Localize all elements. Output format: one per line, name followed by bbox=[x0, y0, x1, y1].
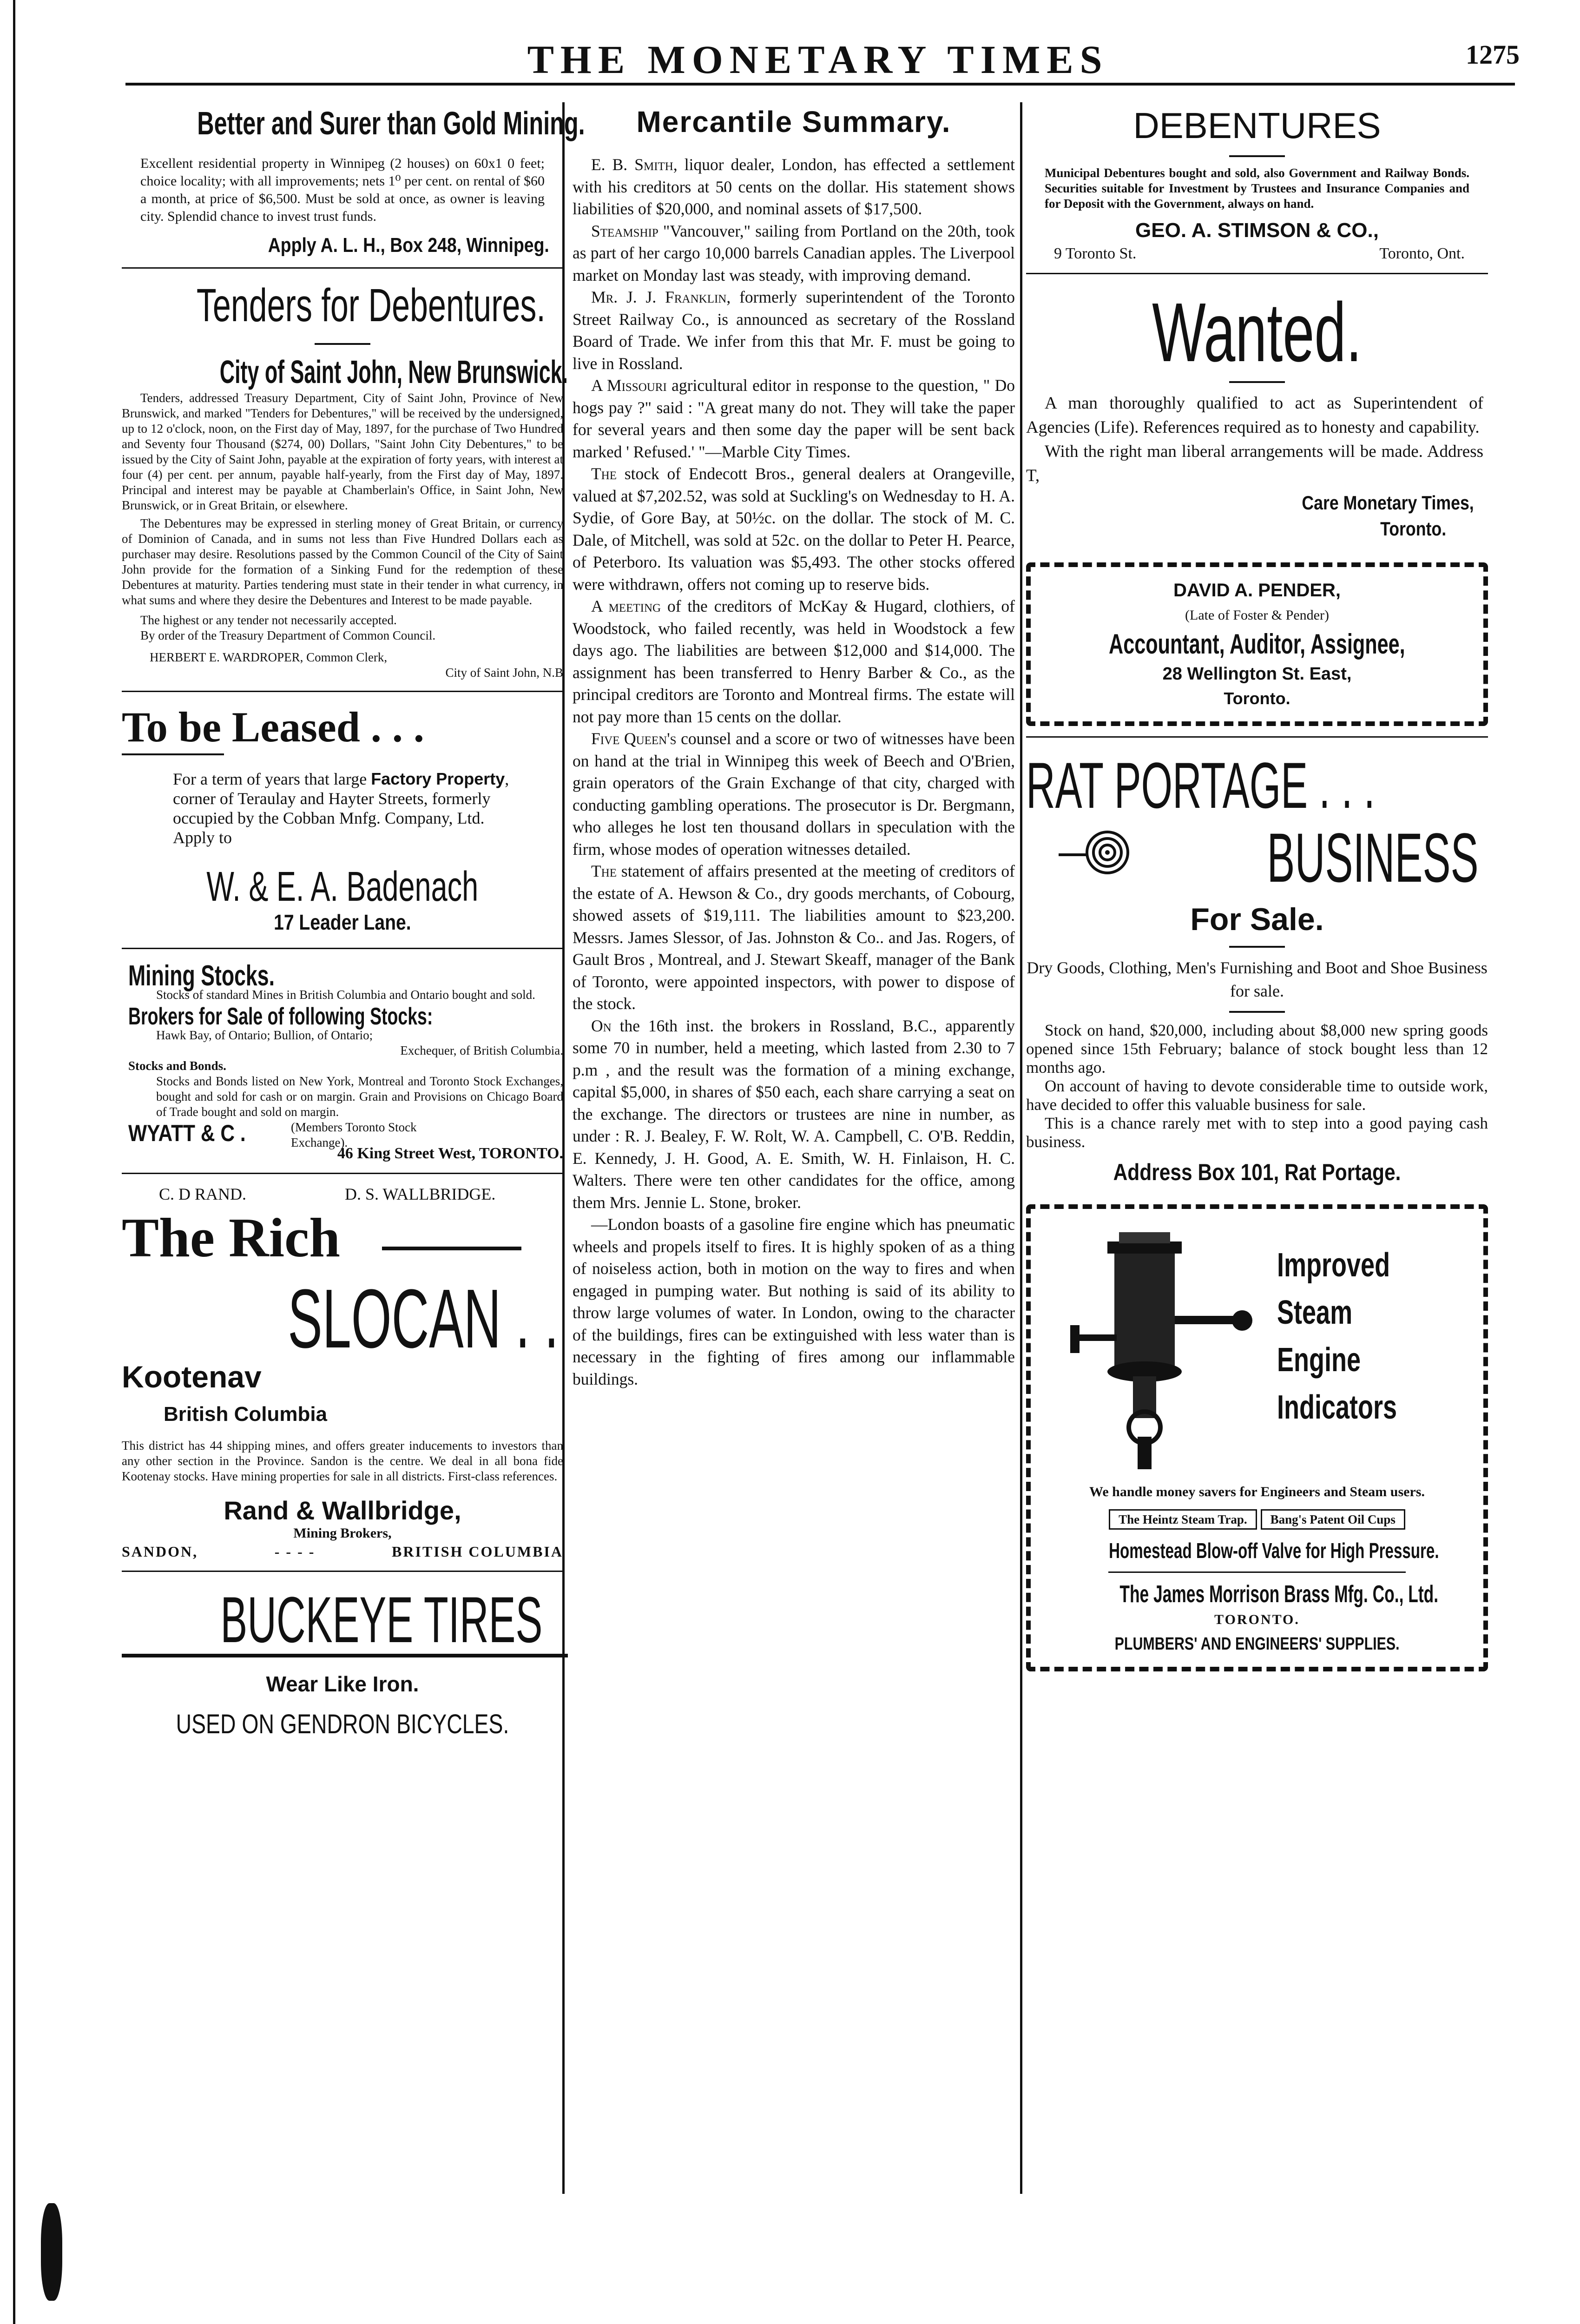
ad-footer: USED ON GENDRON BICYCLES. bbox=[176, 1709, 509, 1739]
tenders-ad bbox=[122, 279, 568, 680]
divider bbox=[122, 691, 563, 692]
body-text: , corner of Teraulay and Hayter Streets, formerly occupied by the Cobban Mnfg. Company, Ltd. Apply to bbox=[173, 770, 509, 847]
ad-body: A man thoroughly qualified to act as Superintendent of Agencies (Life). References required as to honesty and capability. bbox=[1026, 394, 1483, 437]
paragraph-text: the 16th inst. the brokers in Rossland, B.C., apparently some 70 in number, held a meeting, which lasted from 2.30 to 7 p.m , and the result was the formation of a mining exchange, capital $5,000, in shares of $50 each, each share carrying a seat on the exchange. The directors or trustees are nine in number, as under : R. J. Bealey, F. W. Rolt, W. A. Campbell, C. O'B. Reddin, E. Kennedy, J. H. Good, A. E. Smith, W. H. Finlaison, H. C. Walters. There were ten other candidates for the office, among them Mrs. Jennie L. Stone, broker. bbox=[573, 1016, 1015, 1212]
firm-role: Mining Brokers, bbox=[293, 1525, 392, 1541]
ad-title-main: SLOCAN . . bbox=[288, 1272, 559, 1366]
place-province: BRITISH COLUMBIA bbox=[392, 1543, 563, 1560]
ad-line: Stocks and Bonds listed on New York, Montreal and Toronto Stock Exchanges, bought and sold for cash or on margin. Grain and Provisions on Chicago Board of Trade bought and sold on margin. bbox=[156, 1074, 563, 1119]
ad-line: Hawk Bay, of Ontario; Bullion, of Ontario; bbox=[156, 1028, 373, 1042]
product-chip: Bang's Patent Oil Cups bbox=[1261, 1509, 1405, 1530]
ad-body: This district has 44 shipping mines, and offers greater inducements to investors than any other section in the Province. Sandon is the centre. We deal in all bona fide Kootenay stocks. Have mining properties for sale in all districts. First-class references. bbox=[122, 1439, 563, 1483]
partner-name: C. D RAND. bbox=[159, 1185, 247, 1203]
divider bbox=[1026, 736, 1488, 738]
divider bbox=[1108, 1571, 1406, 1573]
mercantile-paragraph bbox=[573, 1015, 1015, 1214]
ad-footer: PLUMBERS' AND ENGINEERS' SUPPLIES. bbox=[1114, 1634, 1400, 1654]
paragraph-lead: Steamship bbox=[591, 221, 658, 240]
mining-stocks-ad bbox=[122, 959, 563, 1162]
section-title: Mercantile Summary. bbox=[636, 105, 951, 139]
divider bbox=[1229, 381, 1285, 383]
paragraph-text: "Vancouver," sailing from Portland on the 20th, took as part of her cargo 10,000 barrels Canadian apples. The Liverpool market on Monday last was steady, with improving demand. bbox=[573, 221, 1015, 284]
ad-title: Better and Surer than Gold Mining. bbox=[197, 105, 585, 141]
firm-address: 17 Leader Lane. bbox=[274, 910, 411, 934]
ad-line: Exchequer, of British Columbia. bbox=[400, 1043, 563, 1057]
paragraph-text: stock of Endecott Bros., general dealers at Orangeville, valued at $7,202.52, was sold at Suckling's on Wednesday to H. A. Sydie, of Gore Bay, at 50½c. on the dollar. The stock of M. C. Dale, of Mitchell, was sold at 52c. on the dollar to Peter H. Pearce, of Peterboro. Its valuation was $5,493. The other stocks offered were withdrawn, offers not coming up to reserve bids. bbox=[573, 464, 1015, 594]
tender-para: The highest or any tender not necessarily accepted. bbox=[140, 613, 397, 627]
buckeye-ad bbox=[122, 1582, 563, 1739]
ad-title: Tenders for Debentures. bbox=[196, 279, 546, 331]
slocan-ad bbox=[122, 1184, 563, 1560]
ad-body: Excellent residential property in Winnipeg (2 houses) on 60x1 0 feet; choice locality; with all improvements; nets 1⁰ per cent. on rental of $60 a month, at price of $6,500. Must be sold at once, as owner is leaving city. Splendid chance to invest trust funds. bbox=[140, 156, 545, 224]
column-left bbox=[122, 105, 585, 1739]
ad-title-line: Engine bbox=[1277, 1341, 1361, 1379]
firm-street: 9 Toronto St. bbox=[1054, 245, 1137, 262]
spiral-icon bbox=[1059, 827, 1133, 878]
paragraph-text: of the creditors of McKay & Hugard, clothiers, of Woodstock, who failed recently, was held in Woodstock a few days ago. The liabilities are between $12,000 and $14,000. The assignment has been transferred to Henry Barber & Co., as the principal creditors are Toronto and Montreal firms. The estate will not pay more than 15 cents on the dollar. bbox=[573, 597, 1015, 726]
mercantile-paragraph bbox=[573, 154, 1015, 220]
divider bbox=[1229, 155, 1285, 157]
ad-title: Mining Stocks. bbox=[128, 960, 275, 992]
divider bbox=[315, 343, 370, 345]
ad-subtitle: British Columbia bbox=[164, 1403, 328, 1426]
firm-address: 46 King Street West, TORONTO. bbox=[337, 1145, 563, 1162]
page-header bbox=[116, 36, 1520, 87]
mercantile-paragraph bbox=[573, 728, 1015, 860]
firm-name: GEO. A. STIMSON & CO., bbox=[1135, 219, 1379, 242]
bonds-heading: Stocks and Bonds. bbox=[128, 1059, 226, 1073]
ad-title: Wanted. bbox=[1152, 286, 1362, 379]
ad-title-line: Steam bbox=[1277, 1294, 1353, 1331]
ad-title: DEBENTURES bbox=[1133, 105, 1381, 146]
mercantile-paragraph bbox=[573, 1214, 1015, 1390]
ad-title: To be Leased . . . bbox=[122, 703, 424, 751]
paragraph-lead: The bbox=[591, 862, 617, 880]
firm-name: The James Morrison Brass Mfg. Co., Ltd. bbox=[1119, 1581, 1439, 1608]
ad-subtitle: Kootenav bbox=[122, 1360, 262, 1394]
ad-city: Toronto. bbox=[1224, 689, 1290, 708]
column-right bbox=[1022, 105, 1492, 1671]
ad-title-main: BUSINESS bbox=[1267, 819, 1479, 897]
partner-name: D. S. WALLBRIDGE. bbox=[345, 1185, 496, 1203]
ad-address: 28 Wellington St. East, bbox=[1162, 664, 1352, 684]
paragraph-text: —London boasts of a gasoline fire engine which has pneumatic wheels and propels itself to fires. It is highly spoken of as a thing of noiseless action, both in motion on the way to fires and when engaged in pumping water. But nothing is said of its ability to throw large volumes of water. In London, owing to the character of the buildings, fires can be extinguished with less water than is necessary in the fighting of fires among our inflammable buildings. bbox=[573, 1215, 1015, 1388]
firm-city: Toronto, Ont. bbox=[1379, 245, 1465, 262]
firm-name: WYATT & C . bbox=[128, 1120, 246, 1146]
paragraph-lead: Mr. J. J. Franklin, bbox=[591, 288, 731, 306]
divider bbox=[122, 1571, 563, 1572]
ad-title: RAT PORTAGE . . . bbox=[1026, 749, 1375, 822]
ad-product: Homestead Blow-off Valve for High Pressure. bbox=[1109, 1538, 1439, 1563]
divider bbox=[1026, 273, 1488, 274]
place-town: SANDON, bbox=[122, 1543, 198, 1560]
mercantile-paragraph bbox=[573, 463, 1015, 595]
wanted-ad bbox=[1026, 284, 1488, 544]
ad-subtitle: Wear Like Iron. bbox=[266, 1672, 419, 1696]
debentures-ad bbox=[1026, 105, 1488, 263]
scan-ink-blot bbox=[41, 2203, 62, 2301]
paragraph-text: statement of affairs presented at the meeting of creditors of the estate of A. Hewson & Co., dry goods merchants, of Cobourg, showed assets of $19,111. The liabilities amount to $23,200. Messrs. James Slessor, of Jas. Johnston & Co.. and Jas. Rogers, of Gault Bros , Montreal, and J. Stewart Skeaff, manager of the Bank of Toronto, were appointed inspectors, with power to dispose of the stock. bbox=[573, 862, 1015, 1013]
ad-body: Stock on hand, $20,000, including about $8,000 new spring goods opened since 15th February; balance of stock bought less than 12 months ago. bbox=[1026, 1021, 1488, 1076]
signer-place: City of Saint John, N.B bbox=[445, 666, 563, 680]
divider bbox=[122, 267, 563, 269]
divider bbox=[1229, 1011, 1285, 1013]
mercantile-paragraph bbox=[573, 220, 1015, 287]
ad-body: Municipal Debentures bought and sold, also Government and Railway Bonds. Securities suitable for Investment by Trustees and Insurance Companies and for Deposit with the Government, always on hand. bbox=[1045, 166, 1469, 211]
ad-body: With the right man liberal arrangements will be made. Address T, bbox=[1026, 442, 1483, 485]
paragraph-lead: A meeting bbox=[591, 597, 661, 615]
paragraph-text: agricultural editor in response to the question, " Do hogs pay ?" said : "A great many do not. They will take the paper for several years and then some day the paper will be sent back marked ' Refused.' "—Marble City Times. bbox=[573, 376, 1015, 461]
ad-title-line: Improved bbox=[1277, 1247, 1390, 1284]
gold-mining-ad bbox=[122, 105, 585, 257]
ad-name: DAVID A. PENDER, bbox=[1173, 580, 1341, 601]
ad-address: Toronto. bbox=[1380, 518, 1446, 540]
masthead: THE MONETARY TIMES bbox=[527, 37, 1109, 82]
ad-title: BUCKEYE TIRES bbox=[220, 1583, 543, 1656]
ad-body: On account of having to devote considerable time to outside work, have decided to offer this valuable business for sale. bbox=[1026, 1077, 1488, 1114]
mercantile-paragraph bbox=[573, 375, 1015, 463]
ad-role: Accountant, Auditor, Assignee, bbox=[1109, 628, 1405, 660]
paragraph-lead: E. B. Smith, bbox=[591, 155, 678, 174]
page-number: 1275 bbox=[1466, 40, 1520, 70]
body-text: For a term of years that large bbox=[173, 770, 367, 788]
steam-indicator-ad bbox=[1026, 1204, 1488, 1671]
tender-para: Tenders, addressed Treasury Department, City of Saint John, Province of New Brunswick, and marked "Tenders for Debentures," will be received by the undersigned, up to 12 o'clock, noon, on the First day of May, 1897, for the purchase of Two Hundred and Seventy four Thousand ($274, 00) Dollars, "Saint John City Debentures," to be issued by the City of Saint John, payable at the expiration of forty years, with interest at four (4) per cent. per annum, payable half-yearly, from the First day of May, 1897. Principal and interest may be payable at Chamberlain's Office, in Saint John, New Brunswick, or in Great Britain, or elsewhere. bbox=[122, 391, 563, 512]
firm-name: Rand & Wallbridge, bbox=[224, 1496, 461, 1525]
tender-para: By order of the Treasury Department of Common Council. bbox=[140, 628, 436, 642]
ad-body bbox=[173, 769, 521, 847]
divider bbox=[122, 948, 563, 949]
firm-name: W. & E. A. Badenach bbox=[206, 864, 479, 910]
divider bbox=[122, 753, 224, 755]
steam-engine-indicator-icon bbox=[1063, 1232, 1258, 1474]
paragraph-text: liquor dealer, London, has effected a settlement with his creditors at 50 cents on the dollar. His statement shows liabilities of $20,000, and nominal assets of $17,500. bbox=[573, 155, 1015, 218]
ad-subtitle: City of Saint John, New Brunswick. bbox=[219, 354, 568, 390]
divider bbox=[1229, 946, 1285, 948]
firm-members: (Members Toronto Stock Exchange). bbox=[291, 1120, 417, 1149]
brokers-heading: Brokers for Sale of following Stocks: bbox=[128, 1003, 433, 1030]
pender-ad bbox=[1026, 562, 1488, 726]
mercantile-paragraph bbox=[573, 286, 1015, 375]
header-rule bbox=[125, 83, 1515, 86]
ad-body: This is a chance rarely met with to step into a good paying cash business. bbox=[1026, 1114, 1488, 1151]
paragraph-lead: The bbox=[591, 464, 617, 483]
scan-binding-line bbox=[13, 0, 15, 2324]
ad-line: Stocks of standard Mines in British Columbia and Ontario bought and sold. bbox=[156, 988, 535, 1002]
scan-margin bbox=[0, 0, 19, 2324]
paragraph-lead: A Missouri bbox=[591, 376, 667, 395]
ad-title: The Rich bbox=[122, 1207, 341, 1268]
ad-subtitle: For Sale. bbox=[1190, 902, 1324, 937]
mercantile-paragraph bbox=[573, 595, 1015, 728]
rat-portage-ad bbox=[1026, 748, 1488, 1188]
paragraph-text: formerly superintendent of the Toronto Street Railway Co., is announced as secretary of the Rossland Board of Trade. We infer from this that Mr. F. must be going to live in Rossland. bbox=[573, 288, 1015, 373]
tender-para: The Debentures may be expressed in sterling money of Great Britain, or currency of Dominion of Canada, and in sums not less than Five Hundred Dollars each as purchaser may desire. Resolutions passed by the Common Council of the City of Saint John provide for the formation of a Sinking Fund for the redemption of these Debentures at maturity. Parties tendering must state in their tender in what currency, in what sums and where they desire the Debentures and Interest to be made payable. bbox=[122, 516, 563, 607]
paragraph-lead: On bbox=[591, 1016, 612, 1035]
ad-body: Dry Goods, Clothing, Men's Furnishing and Boot and Shoe Business for sale. bbox=[1027, 958, 1488, 1000]
ad-address: Address Box 101, Rat Portage. bbox=[1113, 1159, 1401, 1185]
mercantile-paragraph bbox=[573, 860, 1015, 1015]
firm-city: TORONTO. bbox=[1214, 1612, 1300, 1627]
product-chip: The Heintz Steam Trap. bbox=[1109, 1509, 1257, 1530]
mercantile-paragraphs bbox=[573, 154, 1015, 1390]
column-middle bbox=[566, 105, 1021, 1390]
divider bbox=[122, 1173, 563, 1174]
paragraph-lead: Five Queen's bbox=[591, 729, 677, 748]
paragraph-text: counsel and a score or two of witnesses have been on hand at the trial in Winnipeg this week of Beech and O'Brien, grain operators of the Grain Exchange of that city, charged with conducting gambling operations. The prosecutor is Dr. Bergmann, who alleges he lost ten thousand dollars in speculation with the firm, whose modes of operation witnesses detailed. bbox=[573, 729, 1015, 858]
signer: HERBERT E. WARDROPER, Common Clerk, bbox=[150, 650, 388, 664]
ad-note: (Late of Foster & Pender) bbox=[1185, 607, 1329, 623]
ad-address: Care Monetary Times, bbox=[1302, 492, 1474, 514]
ad-title-line: Indicators bbox=[1277, 1389, 1397, 1426]
leased-ad bbox=[122, 702, 563, 938]
property-label: Factory Property bbox=[371, 769, 505, 788]
place-separator: - - - - bbox=[274, 1543, 316, 1560]
ad-contact: Apply A. L. H., Box 248, Winnipeg. bbox=[268, 234, 549, 257]
ad-tagline: We handle money savers for Engineers and Steam users. bbox=[1089, 1484, 1425, 1499]
title-underline bbox=[382, 1247, 521, 1250]
